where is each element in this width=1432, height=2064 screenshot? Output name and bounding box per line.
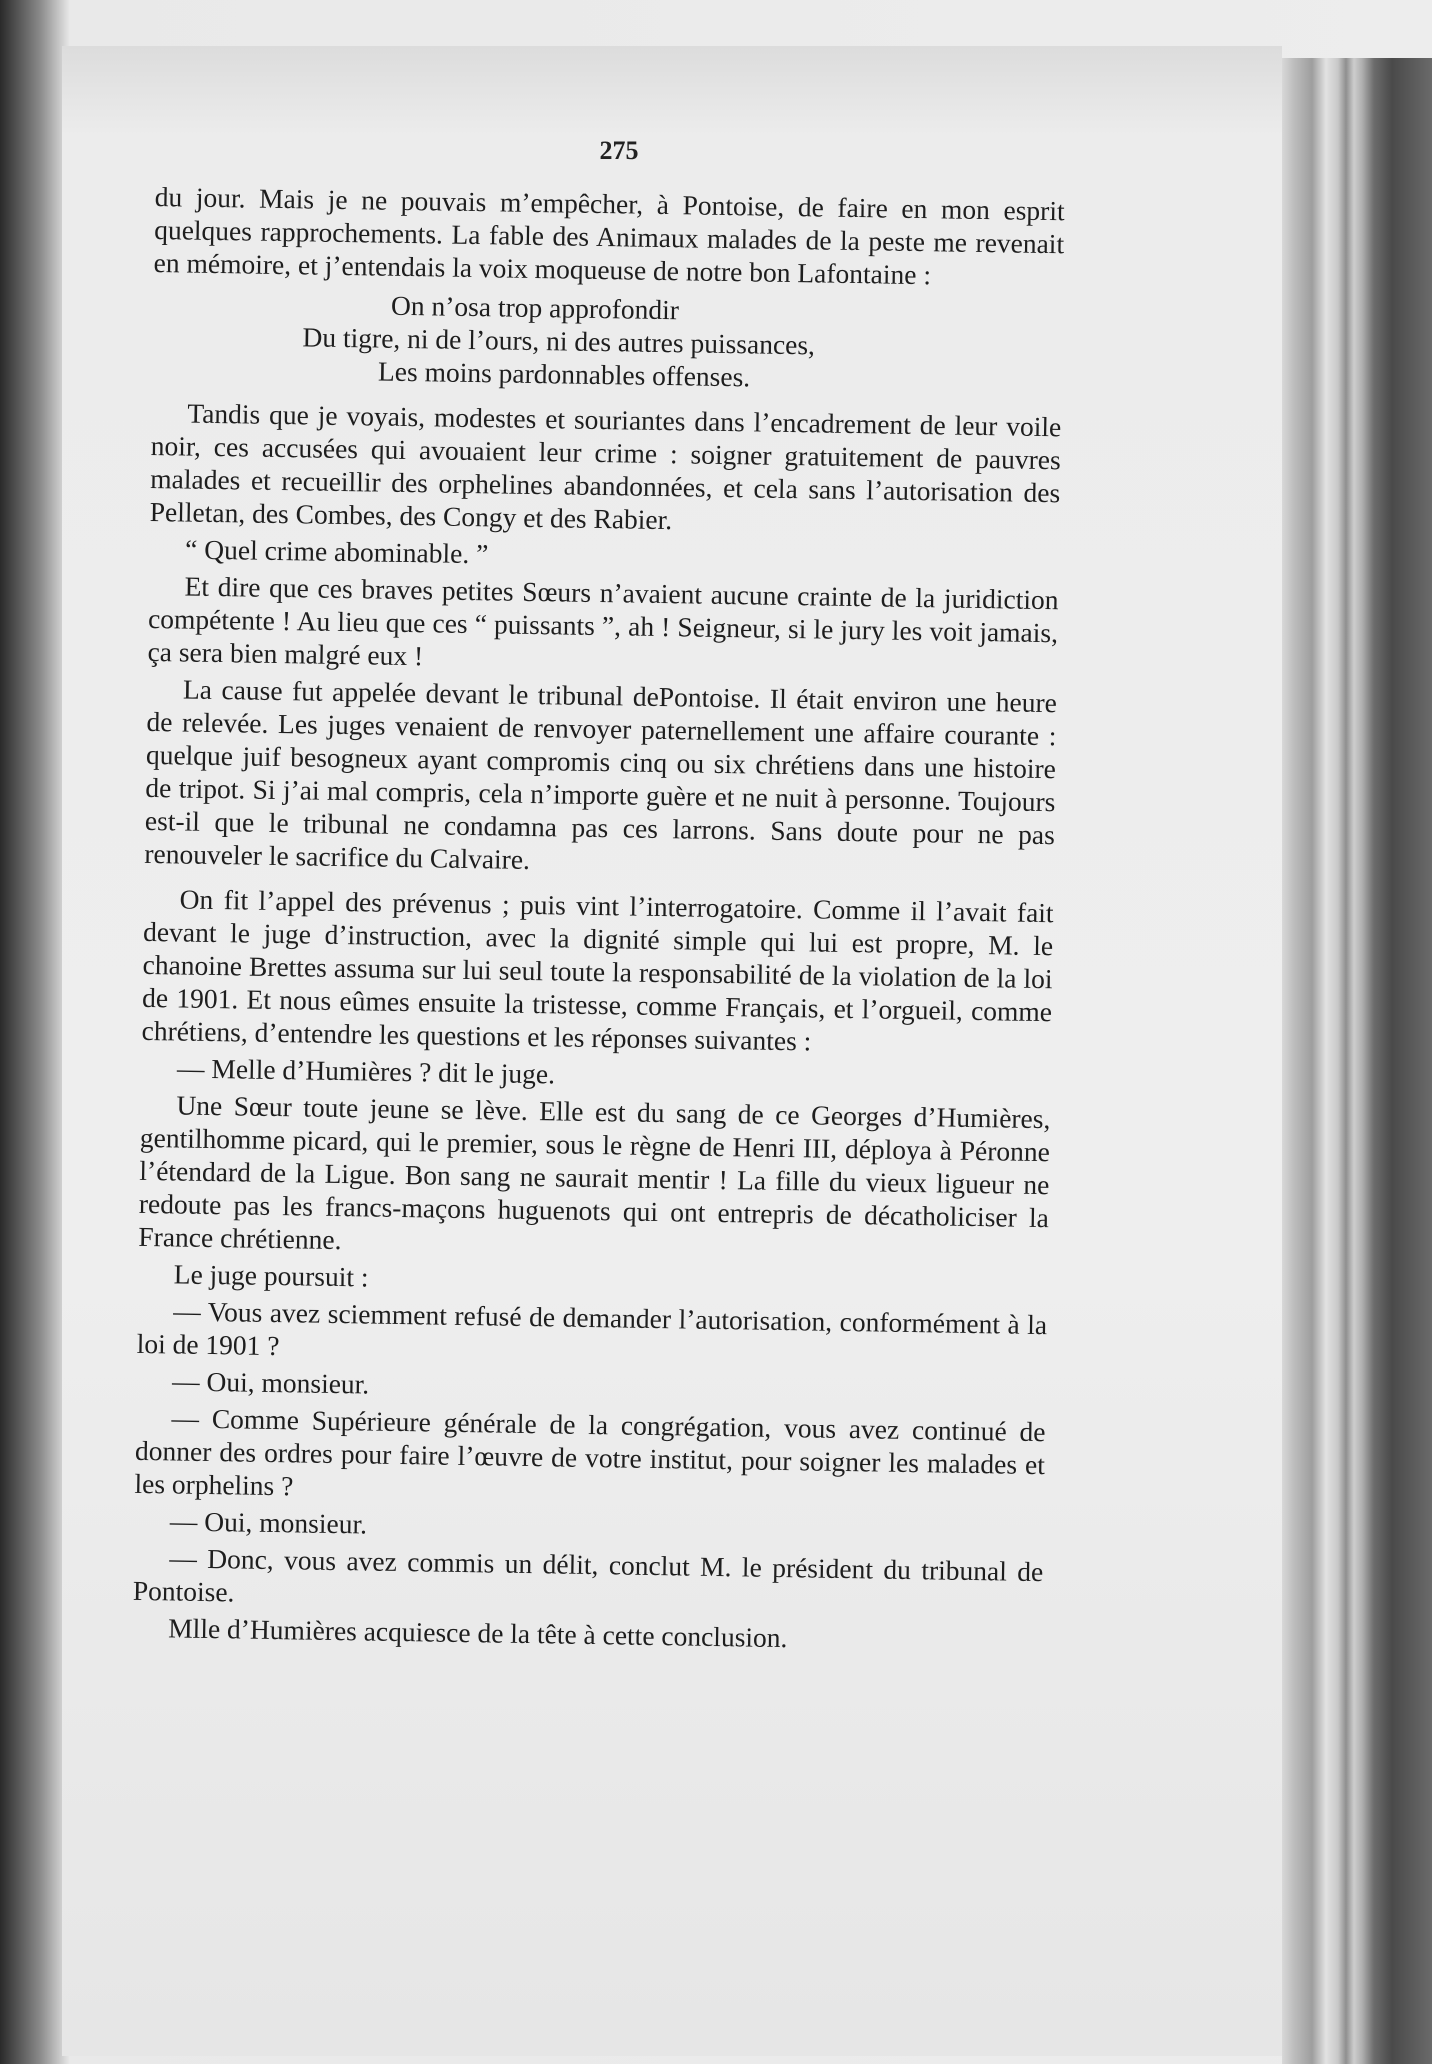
- body-text: [132, 180, 1065, 1662]
- paragraph-8: Une Sœur toute jeune se lève. Elle est du sang de ce Georges d’Humières, gentilhomme picard, qui le premier, sous le règne de Henri III, déploya à Péronne l’étendard de la Ligue. Bon sang ne saurait mentir ! La fille du vieux ligueur ne redoute pas les francs-maçons huguenots qui ont entrepris de décatholiciser la France chrétienne.: [138, 1089, 1051, 1256]
- paragraph-12: — Comme Supérieure générale de la congrégation, vous avez continué de donner des ordres pour faire l’œuvre de votre institut, pour soigner les malades et les orphelins ?: [134, 1402, 1046, 1502]
- paragraph-9: Le juge poursuit :: [173, 1258, 369, 1293]
- paragraph-3: “ Quel crime abominable. ”: [184, 533, 489, 570]
- paragraph-6: On fit l’appel des prévenus ; puis vint l’interrogatoire. Comme il l’avait fait devant le juge d’instruction, avec la dignité simple qui lui est propre, M. le chanoine Brettes assuma sur lui seul toute la responsabilité de la violation de la loi de 1901. Et nous eûmes ensuite la tristesse, comme Français, et l’orgueil, comme chrétiens, d’entendre les questions et les réponses suivantes :: [141, 883, 1054, 1057]
- paragraph-2: Tandis que je voyais, modestes et souriantes dans l’encadrement de leur voile noir, ces accusées qui avouaient leur crime : soigner gratuitement de pauvres malades et recueillir des orphelines abandonnées, et cela sans l’autorisation des Pelletan, des Combes, des Congy et des Rabier.: [149, 397, 1062, 536]
- paragraph-15: Mlle d’Humières acquiesce de la tête à cette conclusion.: [168, 1612, 788, 1654]
- verse-line-3: Les moins pardonnables offenses.: [377, 355, 751, 393]
- paragraph-10: — Vous avez sciemment refusé de demander l’autorisation, conformément à la loi de 1901 ?: [136, 1295, 1048, 1362]
- paragraph-1: du jour. Mais je ne pouvais m’empêcher, à Pontoise, de faire en mon esprit quelques rapprochements. La fable des Animaux malades de la peste me revenait en mémoire, et j’entendais la voix moqueuse de notre bon Lafontaine :: [153, 180, 1065, 291]
- paragraph-5: La cause fut appelée devant le tribunal dePontoise. Il était environ une heure de relevée. Les juges venaient de renvoyer paternellement une affaire courante : quelque juif besogneux ayant compromis cinq ou six chrétiens dans une histoire de tripot. Si j’ai mal compris, cela n’importe guère et ne nuit à personne. Toujours est-il que le tribunal ne condamna pas ces larrons. Sans doute pour ne pas renouveler le sacrifice du Calvaire.: [144, 673, 1058, 875]
- paragraph-7: — Melle d’Humières ? dit le juge.: [176, 1052, 556, 1090]
- verse-line-1: On n’osa trop approfondir: [390, 289, 680, 326]
- verse-line-2: Du tigre, ni de l’ours, ni des autres puissances,: [302, 321, 816, 361]
- paragraph-11: — Oui, monsieur.: [171, 1365, 370, 1400]
- paragraph-4: Et dire que ces braves petites Sœurs n’avaient aucune crainte de la juridiction compétente ! Au lieu que ces “ puissants ”, ah ! Seigneur, si le jury les voit jamais, ça sera bien malgré eux !: [147, 570, 1059, 672]
- page-edge-stack: [1282, 58, 1432, 2064]
- paragraph-13: — Oui, monsieur.: [169, 1505, 368, 1540]
- paragraph-14: — Donc, vous avez commis un délit, conclut M. le président du tribunal de Pontoise.: [132, 1542, 1044, 1608]
- verse-quote: [152, 285, 1063, 398]
- page-number: 275: [599, 136, 639, 165]
